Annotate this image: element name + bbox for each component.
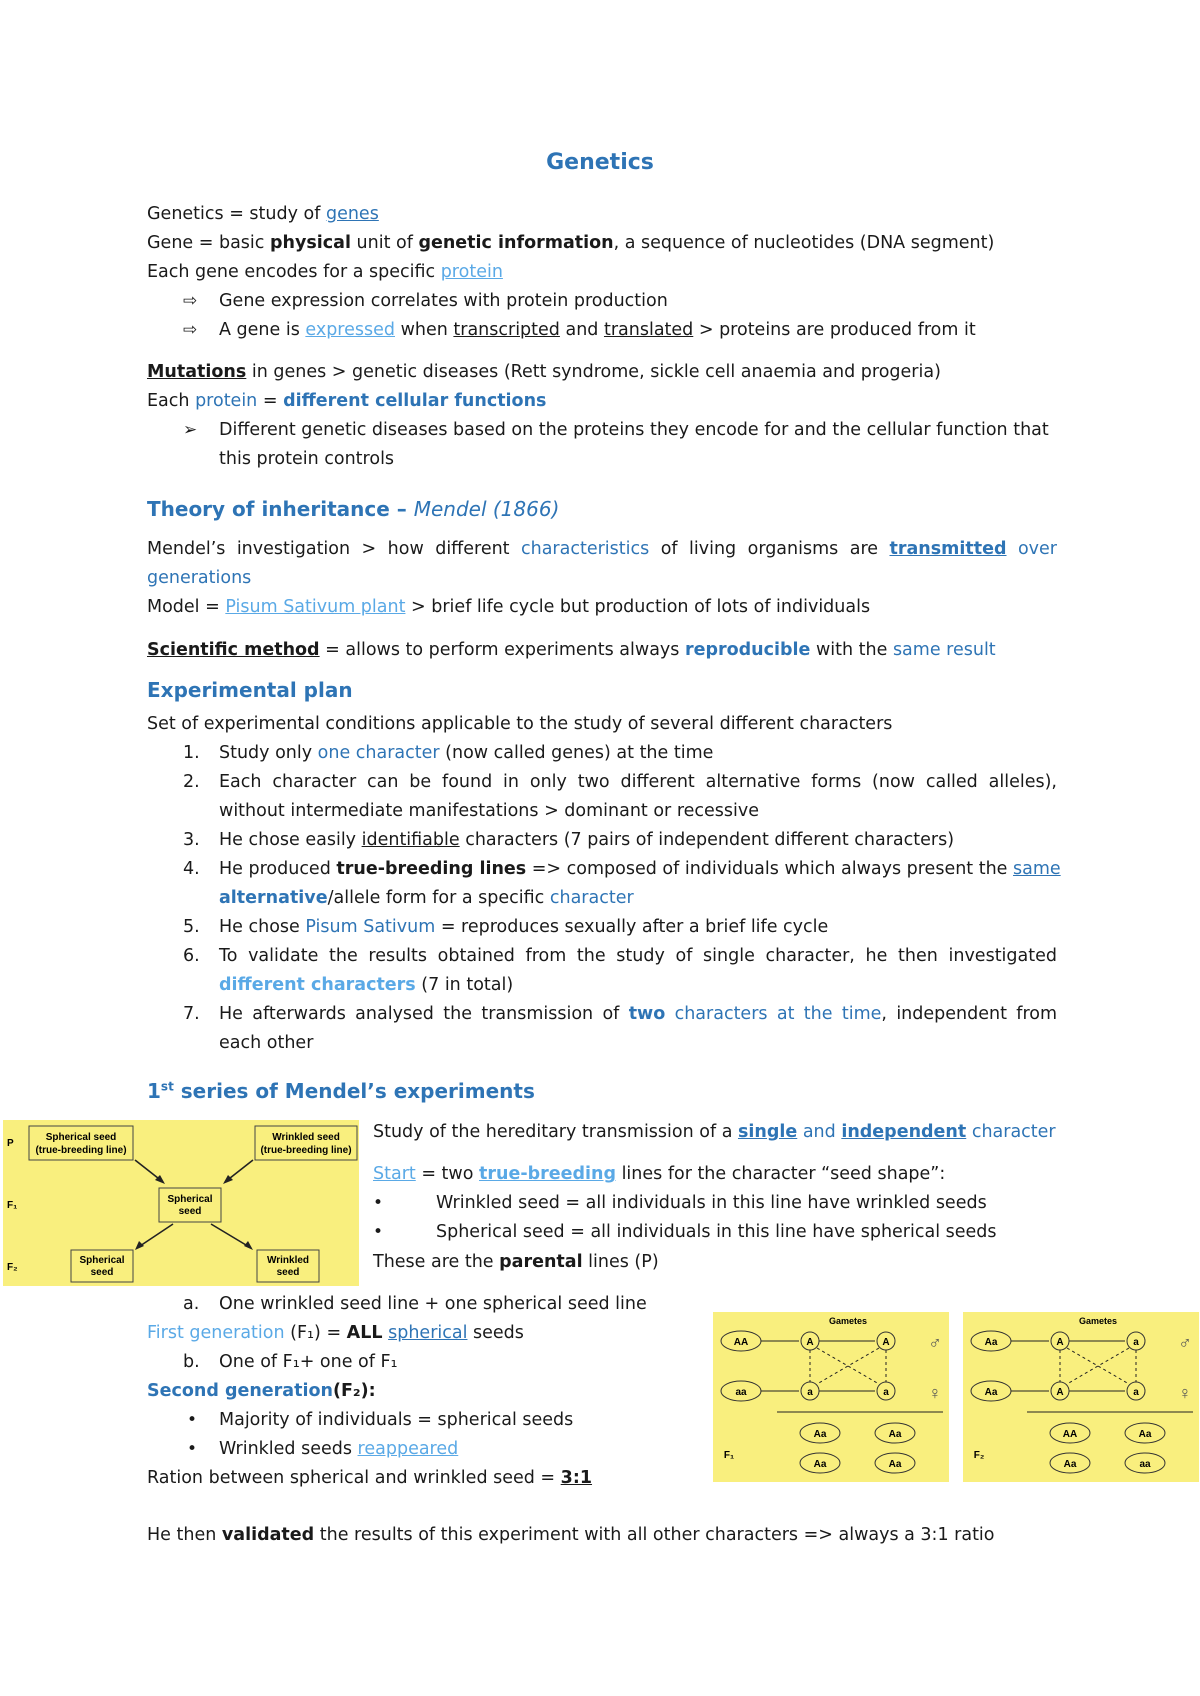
- bullet-dot-icon: •: [187, 1439, 198, 1459]
- parent-wrinkled-sub: (true-breeding line): [260, 1145, 352, 1156]
- genes-link[interactable]: genes: [325, 204, 379, 224]
- parent-wrinkled-label: Wrinkled seed: [272, 1132, 340, 1143]
- true-breeding-link[interactable]: true-breeding: [479, 1164, 616, 1184]
- arrow-bullet-icon: ⇨: [183, 291, 198, 311]
- parent-genotype-label: Aa: [984, 1337, 998, 1348]
- reappeared-link[interactable]: reappeared: [357, 1439, 459, 1459]
- protein-functions-line: Each protein = different cellular functions: [147, 391, 547, 411]
- f1-gametes-diagram: [713, 1312, 949, 1482]
- list-number: 3.: [183, 830, 200, 850]
- plan-intro: Set of experimental conditions applicable to the study of several different characters: [147, 714, 893, 734]
- mendel-investigation: Mendel’s investigation > how different characteristics of living organisms are transmitted over: [147, 539, 1057, 559]
- bullet-expression: Gene expression correlates with protein production: [219, 291, 668, 311]
- gametes-label: Gametes: [1078, 1316, 1118, 1326]
- arrow-bullet-icon: ⇨: [183, 320, 198, 340]
- f2-spherical-sub: seed: [90, 1267, 114, 1278]
- f2-gametes-diagram: [963, 1312, 1199, 1482]
- parent-genotype-label: aa: [735, 1387, 747, 1398]
- spherical-line-bullet: Spherical seed = all individuals in this line have spherical seeds: [436, 1222, 997, 1242]
- parent-spherical-sub: (true-breeding line): [35, 1145, 127, 1156]
- spherical-link[interactable]: spherical: [388, 1323, 468, 1343]
- list-number: 4.: [183, 859, 200, 879]
- start-link[interactable]: Start: [373, 1164, 416, 1184]
- parental-lines: These are the parental lines (P): [373, 1252, 659, 1272]
- offspring-genotype-label: Aa: [888, 1459, 902, 1470]
- offspring-genotype-label: Aa: [1063, 1459, 1077, 1470]
- female-icon: ♀: [928, 1383, 942, 1403]
- expressed-link[interactable]: expressed: [305, 320, 395, 340]
- transmitted-link[interactable]: transmitted: [889, 539, 1007, 559]
- bullet-dot-icon: •: [373, 1193, 384, 1213]
- f2-spherical-label: Spherical: [79, 1255, 125, 1266]
- gene-encodes: Each gene encodes for a specific protein: [147, 262, 503, 282]
- list-letter: a.: [183, 1294, 200, 1314]
- female-icon: ♀: [1178, 1383, 1192, 1403]
- mutations-line: Mutations in genes > genetic diseases (Rett syndrome, sickle cell anaemia and progeria): [147, 362, 941, 382]
- diseases-bullet-2: this protein controls: [219, 449, 395, 469]
- generation-label-f2: F₂: [7, 1262, 18, 1273]
- offspring-genotype-label: Aa: [813, 1459, 827, 1470]
- plan-item-2-cont: without intermediate manifestations > dominant or recessive: [219, 801, 760, 821]
- gamete-label: A: [882, 1337, 890, 1348]
- plan-item-1: Study only one character (now called genes) at the time: [219, 743, 714, 763]
- theory-heading: Theory of inheritance – Mendel (1866): [147, 497, 560, 521]
- gamete-label: a: [807, 1387, 813, 1398]
- same-link[interactable]: same: [1013, 859, 1061, 879]
- generation-label-f1: F₁: [7, 1200, 18, 1211]
- f2-wrinkled-label: Wrinkled: [266, 1255, 310, 1266]
- plan-item-6-cont: different characters (7 in total): [219, 975, 514, 995]
- cross-a: One wrinkled seed line + one spherical seed line: [219, 1294, 647, 1314]
- plan-item-4-cont: alternative/allele form for a specific character: [219, 888, 634, 908]
- male-icon: ♂: [1178, 1333, 1192, 1353]
- offspring-genotype-label: Aa: [813, 1429, 827, 1440]
- page-title: Genetics: [546, 150, 654, 175]
- cross-b: One of F₁+ one of F₁: [219, 1352, 398, 1372]
- offspring-genotype-label: Aa: [888, 1429, 902, 1440]
- list-number: 2.: [183, 772, 200, 792]
- f2-wrinkled-sub: seed: [276, 1267, 300, 1278]
- parent-spherical-label: Spherical seed: [45, 1132, 117, 1143]
- offspring-genotype-label: AA: [1062, 1429, 1078, 1440]
- f1-spherical-sub: seed: [178, 1206, 202, 1217]
- first-generation-line: First generation (F₁) = ALL spherical seeds: [147, 1323, 524, 1343]
- reappeared-bullet: Wrinkled seeds reappeared: [219, 1439, 459, 1459]
- majority-bullet: Majority of individuals = spherical seeds: [219, 1410, 574, 1430]
- arrowhead-bullet-icon: ➢: [183, 420, 198, 440]
- generations-word: generations: [147, 568, 252, 588]
- f1-spherical-label: Spherical: [167, 1194, 213, 1205]
- gametes-label: Gametes: [828, 1316, 868, 1326]
- gamete-label: A: [806, 1337, 814, 1348]
- list-number: 6.: [183, 946, 200, 966]
- series-heading: 1st series of Mendel’s experiments: [147, 1079, 535, 1103]
- plan-item-7: He afterwards analysed the transmission of two characters at the time, independent from: [219, 1004, 1058, 1024]
- generation-label: F₁: [723, 1450, 735, 1461]
- diseases-bullet-1: Different genetic diseases based on the proteins they encode for and the cellular function that: [219, 420, 1049, 440]
- offspring-genotype-label: Aa: [1138, 1429, 1152, 1440]
- list-number: 5.: [183, 917, 200, 937]
- second-generation-line: Second generation(F₂):: [147, 1381, 376, 1401]
- independent-link[interactable]: independent: [841, 1122, 967, 1142]
- gamete-label: a: [883, 1387, 889, 1398]
- protein-link[interactable]: protein: [440, 262, 503, 282]
- experimental-plan-heading: Experimental plan: [147, 678, 353, 702]
- pisum-link[interactable]: Pisum Sativum plant: [225, 597, 406, 617]
- start-line: Start = two true-breeding lines for the character “seed shape”:: [373, 1164, 946, 1184]
- gamete-label: a: [1133, 1337, 1139, 1348]
- plan-item-2: Each character can be found in only two different alternative forms (now called alleles),: [219, 772, 1057, 792]
- ratio-line: Ration between spherical and wrinkled seed = 3:1: [147, 1468, 593, 1488]
- plan-item-5: He chose Pisum Sativum = reproduces sexually after a brief life cycle: [219, 917, 829, 937]
- list-number: 1.: [183, 743, 200, 763]
- bullet-dot-icon: •: [373, 1222, 384, 1242]
- validated-line: He then validated the results of this experiment with all other characters => always a 3:1 ratio: [147, 1525, 995, 1545]
- generation-label-p: P: [7, 1138, 14, 1149]
- bullet-expressed: A gene is expressed when transcripted and translated > proteins are produced from it: [219, 320, 976, 340]
- series-study-line: Study of the hereditary transmission of a single and independent character: [373, 1122, 1056, 1142]
- generation-label: F₂: [973, 1450, 985, 1461]
- offspring-genotype-label: aa: [1139, 1459, 1151, 1470]
- gamete-label: A: [1056, 1387, 1064, 1398]
- gamete-label: a: [1133, 1387, 1139, 1398]
- plan-item-6: To validate the results obtained from the study of single character, he then investigated: [219, 946, 1057, 966]
- plan-item-7-cont: each other: [219, 1033, 314, 1053]
- plan-item-3: He chose easily identifiable characters (7 pairs of independent different characters): [219, 830, 955, 850]
- single-link[interactable]: single: [737, 1122, 798, 1142]
- plan-item-4: He produced true-breeding lines => composed of individuals which always present the same: [219, 859, 1061, 879]
- scientific-method-line: Scientific method = allows to perform experiments always reproducible with the same result: [147, 640, 996, 660]
- male-icon: ♂: [928, 1333, 942, 1353]
- wrinkled-line-bullet: Wrinkled seed = all individuals in this line have wrinkled seeds: [436, 1193, 987, 1213]
- parent-genotype-label: Aa: [984, 1387, 998, 1398]
- list-number: 7.: [183, 1004, 200, 1024]
- gamete-label: A: [1056, 1337, 1064, 1348]
- definition-genetics: Genetics = study of genes: [147, 204, 379, 224]
- list-letter: b.: [183, 1352, 200, 1372]
- parent-genotype-label: AA: [733, 1337, 749, 1348]
- bullet-dot-icon: •: [187, 1410, 198, 1430]
- definition-gene: Gene = basic physical unit of genetic information, a sequence of nucleotides (DNA segment): [147, 233, 995, 253]
- seed-shape-cross-diagram: [3, 1120, 359, 1286]
- model-line: Model = Pisum Sativum plant > brief life cycle but production of lots of individuals: [147, 597, 871, 617]
